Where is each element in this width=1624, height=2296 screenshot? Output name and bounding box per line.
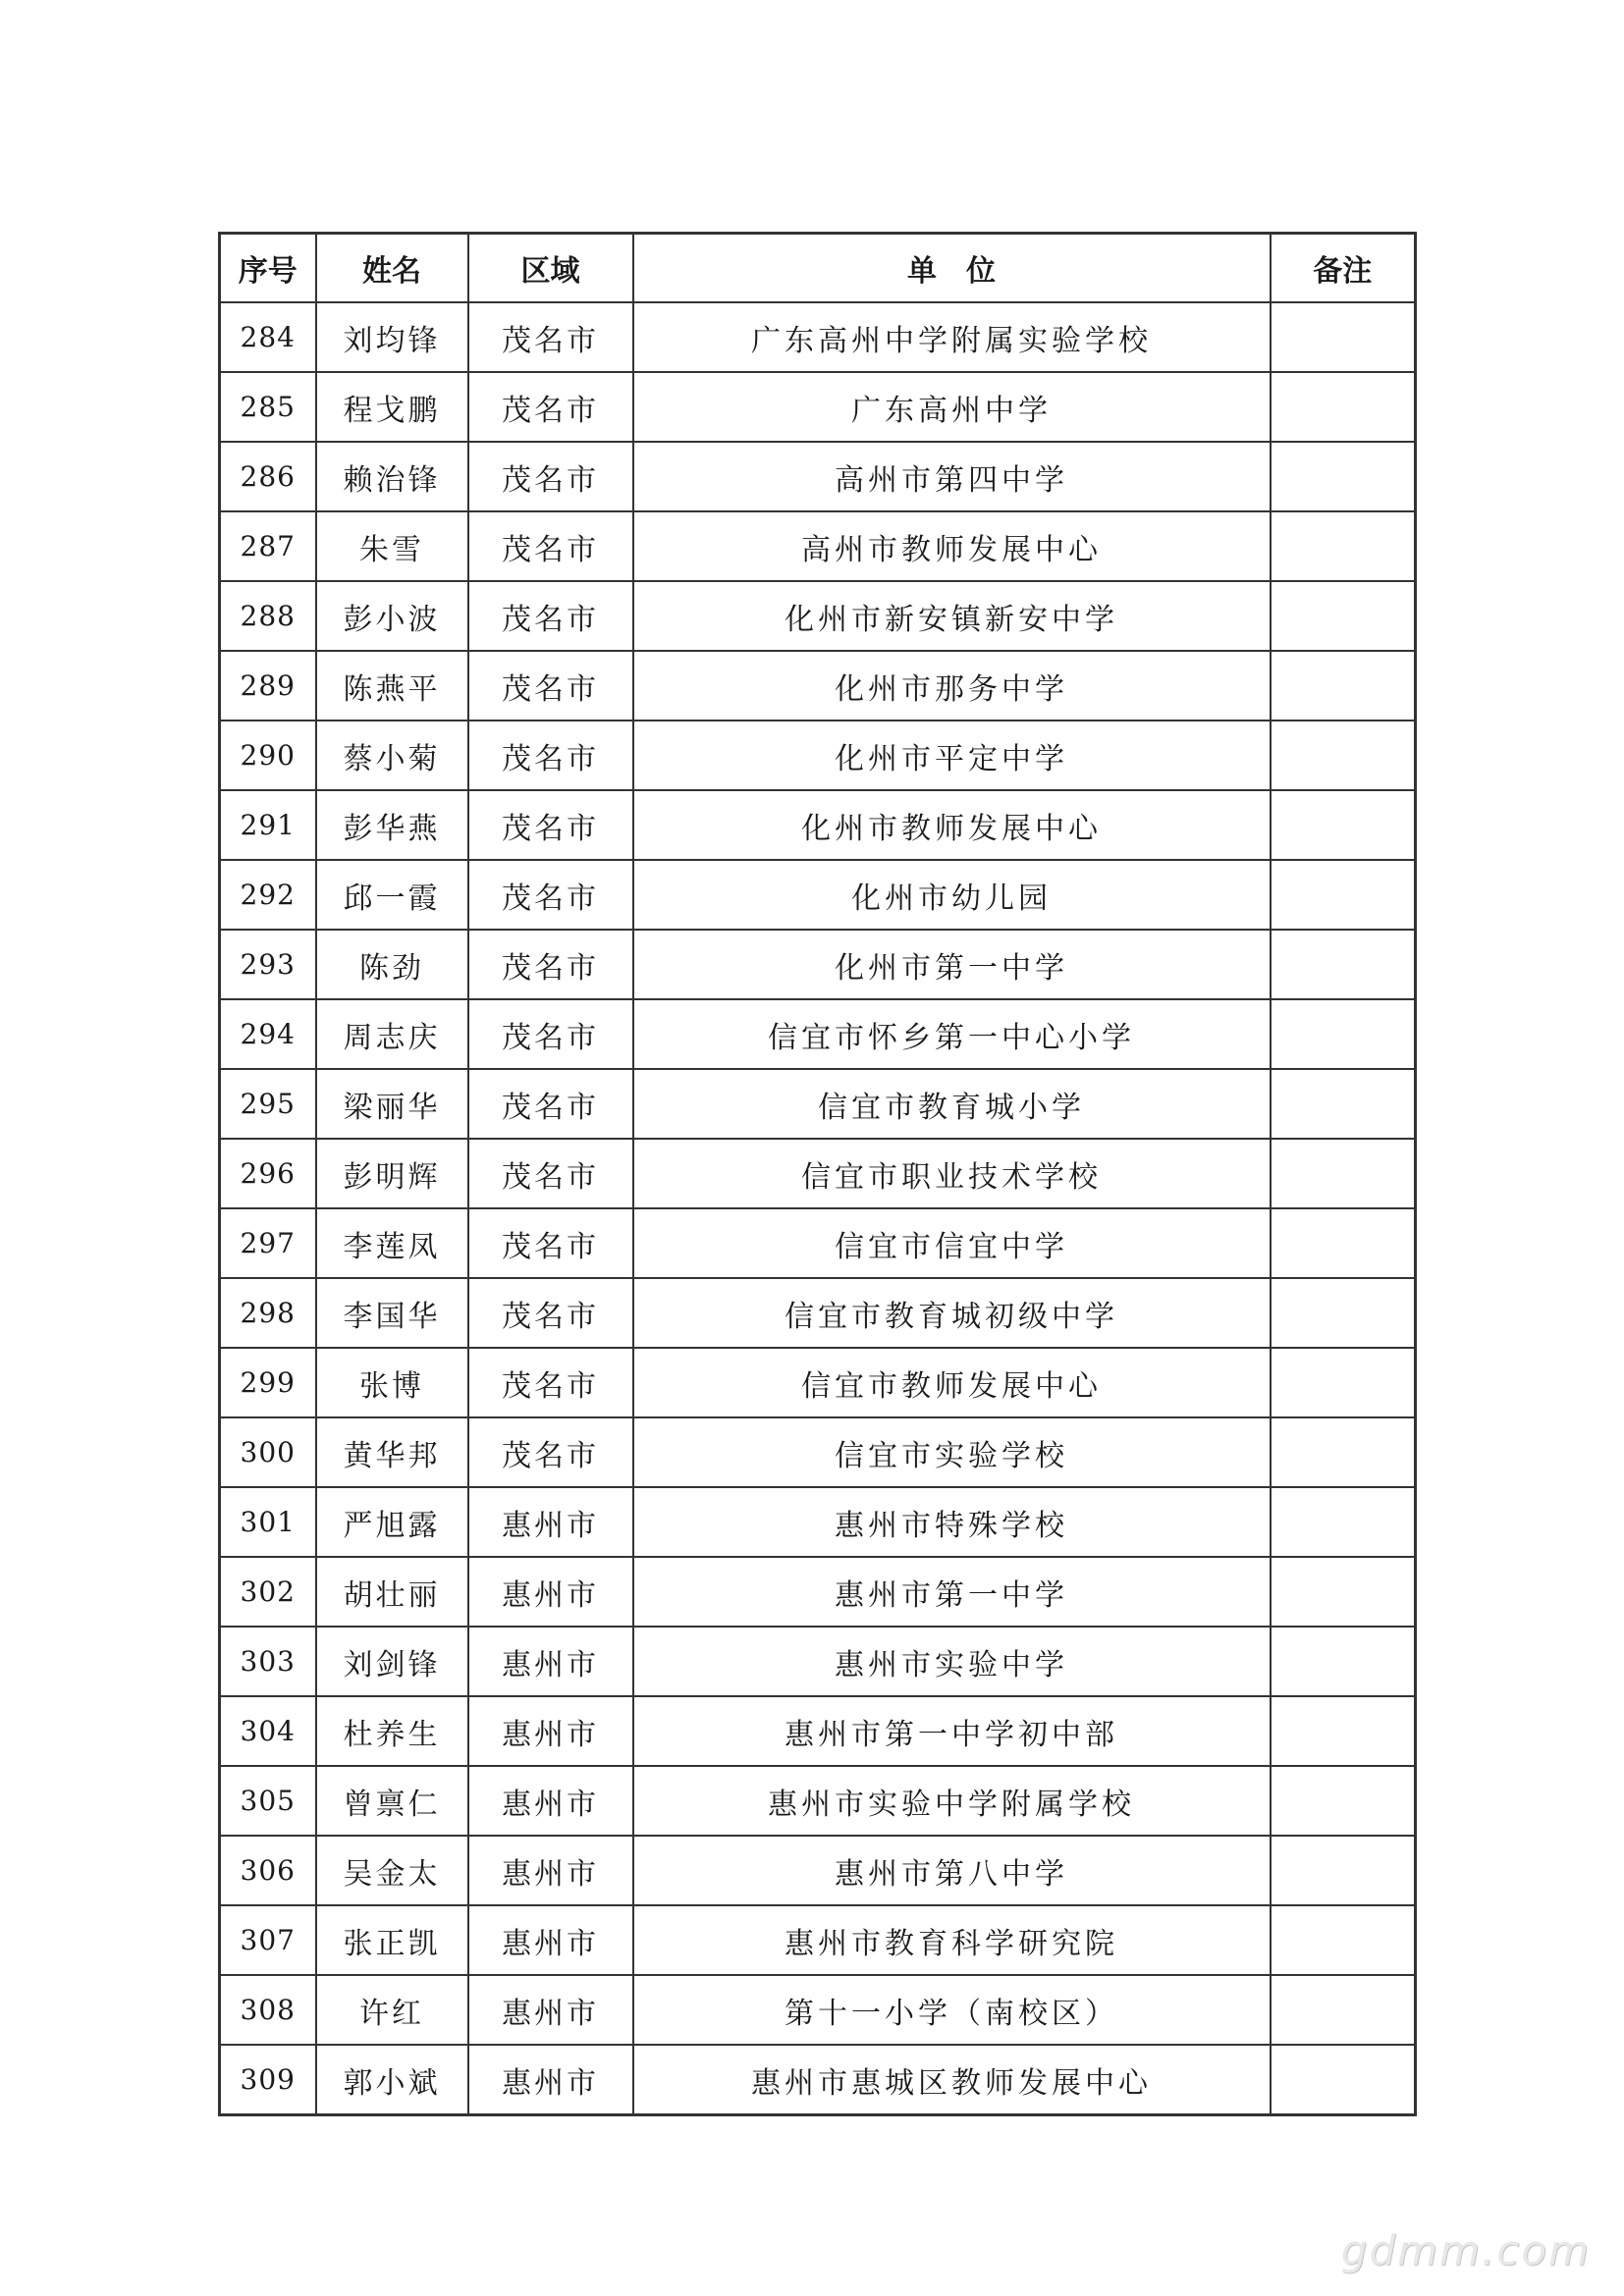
cell-area: 茂名市 xyxy=(468,511,633,581)
cell-unit: 信宜市教育城初级中学 xyxy=(633,1278,1271,1348)
cell-area: 茂名市 xyxy=(468,651,633,721)
table-row xyxy=(220,1139,1416,1208)
cell-area: 惠州市 xyxy=(468,2045,633,2115)
cell-serial-number: 298 xyxy=(220,1278,316,1348)
cell-area: 惠州市 xyxy=(468,1975,633,2045)
table-row xyxy=(220,1278,1416,1348)
cell-unit: 惠州市教育科学研究院 xyxy=(633,1905,1271,1975)
cell-unit: 化州市平定中学 xyxy=(633,721,1271,790)
cell-unit: 高州市教师发展中心 xyxy=(633,511,1271,581)
cell-unit: 惠州市实验中学 xyxy=(633,1627,1271,1696)
table-row xyxy=(220,790,1416,860)
cell-name: 曾禀仁 xyxy=(316,1766,468,1836)
cell-name: 胡壮丽 xyxy=(316,1557,468,1627)
roster-table xyxy=(218,232,1417,2116)
cell-name: 严旭露 xyxy=(316,1487,468,1557)
cell-unit: 信宜市信宜中学 xyxy=(633,1208,1271,1278)
cell-note xyxy=(1271,1836,1416,1905)
cell-serial-number: 295 xyxy=(220,1069,316,1139)
cell-serial-number: 306 xyxy=(220,1836,316,1905)
cell-serial-number: 291 xyxy=(220,790,316,860)
cell-unit: 惠州市第一中学初中部 xyxy=(633,1696,1271,1766)
cell-serial-number: 302 xyxy=(220,1557,316,1627)
table-row xyxy=(220,1627,1416,1696)
header-row xyxy=(220,234,1416,303)
cell-serial-number: 290 xyxy=(220,721,316,790)
cell-serial-number: 285 xyxy=(220,372,316,442)
header-serial-number: 序号 xyxy=(220,234,316,303)
cell-note xyxy=(1271,1069,1416,1139)
cell-note xyxy=(1271,860,1416,930)
cell-area: 茂名市 xyxy=(468,1278,633,1348)
cell-unit: 化州市第一中学 xyxy=(633,930,1271,999)
cell-note xyxy=(1271,930,1416,999)
cell-name: 彭华燕 xyxy=(316,790,468,860)
cell-area: 茂名市 xyxy=(468,372,633,442)
cell-area: 惠州市 xyxy=(468,1766,633,1836)
cell-name: 朱雪 xyxy=(316,511,468,581)
table-row xyxy=(220,2045,1416,2115)
table-row xyxy=(220,721,1416,790)
cell-area: 茂名市 xyxy=(468,930,633,999)
cell-note xyxy=(1271,511,1416,581)
cell-unit: 信宜市怀乡第一中心小学 xyxy=(633,999,1271,1069)
header-area: 区域 xyxy=(468,234,633,303)
cell-serial-number: 288 xyxy=(220,581,316,651)
cell-unit: 信宜市教育城小学 xyxy=(633,1069,1271,1139)
cell-area: 茂名市 xyxy=(468,860,633,930)
cell-unit: 惠州市第八中学 xyxy=(633,1836,1271,1905)
cell-note xyxy=(1271,1557,1416,1627)
cell-area: 茂名市 xyxy=(468,1348,633,1417)
cell-note xyxy=(1271,1417,1416,1487)
cell-unit: 化州市新安镇新安中学 xyxy=(633,581,1271,651)
table-row xyxy=(220,442,1416,511)
cell-name: 杜养生 xyxy=(316,1696,468,1766)
cell-serial-number: 303 xyxy=(220,1627,316,1696)
cell-serial-number: 301 xyxy=(220,1487,316,1557)
cell-note xyxy=(1271,1487,1416,1557)
cell-area: 茂名市 xyxy=(468,1208,633,1278)
cell-name: 程戈鹏 xyxy=(316,372,468,442)
cell-area: 茂名市 xyxy=(468,1069,633,1139)
cell-note xyxy=(1271,1696,1416,1766)
cell-unit: 高州市第四中学 xyxy=(633,442,1271,511)
cell-serial-number: 308 xyxy=(220,1975,316,2045)
cell-area: 茂名市 xyxy=(468,721,633,790)
cell-unit: 信宜市教师发展中心 xyxy=(633,1348,1271,1417)
cell-unit: 化州市教师发展中心 xyxy=(633,790,1271,860)
cell-name: 彭小波 xyxy=(316,581,468,651)
cell-area: 茂名市 xyxy=(468,999,633,1069)
table-row xyxy=(220,1208,1416,1278)
site-watermark: gdmm.com xyxy=(1340,2226,1591,2274)
table-row xyxy=(220,1417,1416,1487)
cell-note xyxy=(1271,302,1416,372)
cell-unit: 信宜市职业技术学校 xyxy=(633,1139,1271,1208)
cell-area: 惠州市 xyxy=(468,1905,633,1975)
table-row xyxy=(220,1069,1416,1139)
table-row xyxy=(220,930,1416,999)
cell-name: 赖治锋 xyxy=(316,442,468,511)
cell-area: 茂名市 xyxy=(468,581,633,651)
cell-unit: 广东高州中学 xyxy=(633,372,1271,442)
cell-area: 惠州市 xyxy=(468,1487,633,1557)
cell-serial-number: 305 xyxy=(220,1766,316,1836)
cell-area: 茂名市 xyxy=(468,302,633,372)
cell-unit: 化州市那务中学 xyxy=(633,651,1271,721)
cell-note xyxy=(1271,1348,1416,1417)
table-row xyxy=(220,581,1416,651)
table-row xyxy=(220,860,1416,930)
header-name: 姓名 xyxy=(316,234,468,303)
table-header xyxy=(220,234,1416,303)
cell-note xyxy=(1271,581,1416,651)
cell-serial-number: 297 xyxy=(220,1208,316,1278)
cell-name: 张博 xyxy=(316,1348,468,1417)
cell-name: 周志庆 xyxy=(316,999,468,1069)
cell-unit: 信宜市实验学校 xyxy=(633,1417,1271,1487)
cell-name: 刘均锋 xyxy=(316,302,468,372)
table-body xyxy=(220,302,1416,2115)
cell-serial-number: 294 xyxy=(220,999,316,1069)
cell-serial-number: 292 xyxy=(220,860,316,930)
cell-name: 陈燕平 xyxy=(316,651,468,721)
cell-name: 刘剑锋 xyxy=(316,1627,468,1696)
cell-name: 张正凯 xyxy=(316,1905,468,1975)
table-row xyxy=(220,1905,1416,1975)
cell-serial-number: 287 xyxy=(220,511,316,581)
cell-serial-number: 293 xyxy=(220,930,316,999)
cell-serial-number: 309 xyxy=(220,2045,316,2115)
table-row xyxy=(220,1975,1416,2045)
cell-serial-number: 289 xyxy=(220,651,316,721)
cell-area: 茂名市 xyxy=(468,790,633,860)
cell-note xyxy=(1271,442,1416,511)
table-row xyxy=(220,372,1416,442)
cell-name: 邱一霞 xyxy=(316,860,468,930)
cell-note xyxy=(1271,999,1416,1069)
cell-note xyxy=(1271,1139,1416,1208)
cell-name: 梁丽华 xyxy=(316,1069,468,1139)
cell-serial-number: 286 xyxy=(220,442,316,511)
cell-unit: 惠州市特殊学校 xyxy=(633,1487,1271,1557)
cell-name: 蔡小菊 xyxy=(316,721,468,790)
cell-note xyxy=(1271,1905,1416,1975)
cell-unit: 第十一小学（南校区） xyxy=(633,1975,1271,2045)
cell-name: 彭明辉 xyxy=(316,1139,468,1208)
table-row xyxy=(220,511,1416,581)
cell-area: 惠州市 xyxy=(468,1627,633,1696)
cell-unit: 惠州市第一中学 xyxy=(633,1557,1271,1627)
cell-serial-number: 300 xyxy=(220,1417,316,1487)
table-row xyxy=(220,1696,1416,1766)
cell-note xyxy=(1271,1208,1416,1278)
cell-area: 茂名市 xyxy=(468,442,633,511)
cell-area: 茂名市 xyxy=(468,1139,633,1208)
cell-name: 黄华邦 xyxy=(316,1417,468,1487)
table-row xyxy=(220,999,1416,1069)
table-row xyxy=(220,1348,1416,1417)
cell-name: 郭小斌 xyxy=(316,2045,468,2115)
table-row xyxy=(220,1557,1416,1627)
cell-note xyxy=(1271,721,1416,790)
cell-serial-number: 299 xyxy=(220,1348,316,1417)
cell-name: 许红 xyxy=(316,1975,468,2045)
cell-serial-number: 284 xyxy=(220,302,316,372)
cell-serial-number: 307 xyxy=(220,1905,316,1975)
cell-note xyxy=(1271,1627,1416,1696)
cell-unit: 广东高州中学附属实验学校 xyxy=(633,302,1271,372)
table-row xyxy=(220,651,1416,721)
roster-table-container xyxy=(218,232,1414,2116)
cell-serial-number: 304 xyxy=(220,1696,316,1766)
cell-note xyxy=(1271,1766,1416,1836)
table-row xyxy=(220,1836,1416,1905)
cell-note xyxy=(1271,790,1416,860)
cell-serial-number: 296 xyxy=(220,1139,316,1208)
cell-unit: 惠州市实验中学附属学校 xyxy=(633,1766,1271,1836)
cell-unit: 化州市幼儿园 xyxy=(633,860,1271,930)
cell-name: 吴金太 xyxy=(316,1836,468,1905)
cell-note xyxy=(1271,372,1416,442)
cell-area: 惠州市 xyxy=(468,1836,633,1905)
cell-name: 陈劲 xyxy=(316,930,468,999)
cell-area: 惠州市 xyxy=(468,1696,633,1766)
header-note: 备注 xyxy=(1271,234,1416,303)
cell-note xyxy=(1271,2045,1416,2115)
table-row xyxy=(220,1487,1416,1557)
cell-name: 李莲凤 xyxy=(316,1208,468,1278)
table-row xyxy=(220,1766,1416,1836)
cell-area: 茂名市 xyxy=(468,1417,633,1487)
header-unit: 单 位 xyxy=(633,234,1271,303)
cell-note xyxy=(1271,1975,1416,2045)
cell-name: 李国华 xyxy=(316,1278,468,1348)
cell-note xyxy=(1271,1278,1416,1348)
cell-area: 惠州市 xyxy=(468,1557,633,1627)
cell-note xyxy=(1271,651,1416,721)
cell-unit: 惠州市惠城区教师发展中心 xyxy=(633,2045,1271,2115)
table-row xyxy=(220,302,1416,372)
